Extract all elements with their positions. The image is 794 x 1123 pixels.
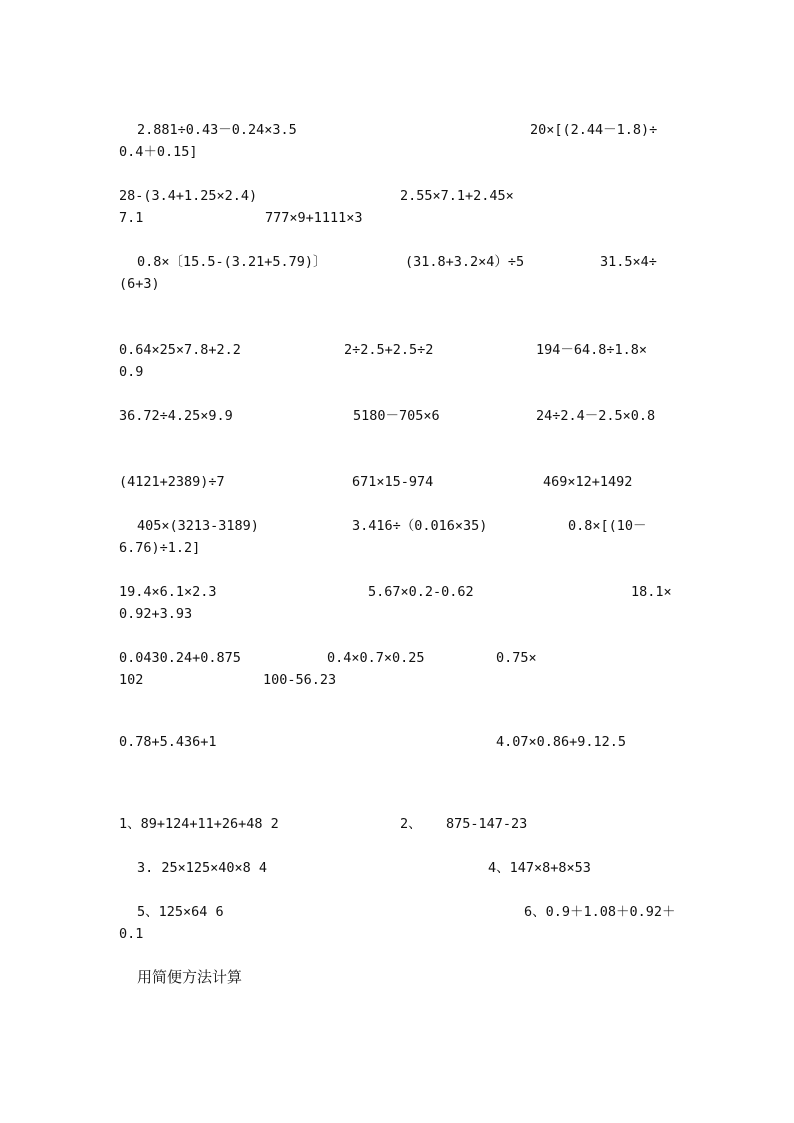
problem-9: 0.64×25×7.8+2.2 — [119, 342, 241, 358]
problem-20-continuation: 6.76)÷1.2] — [119, 540, 201, 556]
problem-20: 0.8×[(10－ — [568, 518, 647, 534]
problem-10: 2÷2.5+2.5÷2 — [344, 342, 434, 358]
problem-25: 0.4×0.7×0.25 — [327, 650, 425, 666]
problem-2: 20×[(2.44－1.8)÷ — [530, 122, 658, 138]
problem-6: 0.8×〔15.5-(3.21+5.79)〕 — [137, 254, 327, 270]
problem-24: 0.0430.24+0.875 — [119, 650, 241, 666]
problem-23-continuation: 0.92+3.93 — [119, 606, 193, 622]
problem-4: 2.55×7.1+2.45× — [400, 188, 514, 204]
problem-12: 36.72÷4.25×9.9 — [119, 408, 233, 424]
numbered-problem-2: 2、 875-147-23 — [400, 816, 528, 832]
problem-23: 18.1× — [631, 584, 672, 600]
problem-11: 194－64.8÷1.8× — [536, 342, 648, 358]
problem-29: 4.07×0.86+9.12.5 — [496, 734, 627, 750]
problem-22: 5.67×0.2-0.62 — [368, 584, 474, 600]
numbered-problem-1: 1、89+124+11+26+48 2 — [119, 816, 279, 832]
problem-19: 3.416÷（0.016×35) — [352, 518, 488, 534]
problem-28: 0.78+5.436+1 — [119, 734, 217, 750]
problem-17: 469×12+1492 — [543, 474, 633, 490]
problem-4-continuation: 7.1 — [119, 210, 144, 226]
problem-16: 671×15-974 — [352, 474, 434, 490]
numbered-problem-6: 6、0.9＋1.08＋0.92＋ — [524, 904, 676, 920]
problem-2-continuation: 0.4＋0.15] — [119, 144, 198, 160]
problem-7: (31.8+3.2×4）÷5 — [405, 254, 525, 270]
numbered-problem-5: 5、125×64 6 — [137, 904, 224, 920]
numbered-problem-3: 3. 25×125×40×8 4 — [137, 860, 268, 876]
problem-27: 100-56.23 — [263, 672, 337, 688]
numbered-problem-4: 4、147×8+8×53 — [488, 860, 591, 876]
section-title: 用简便方法计算 — [137, 968, 243, 986]
problem-15: (4121+2389)÷7 — [119, 474, 225, 490]
problem-26: 0.75× — [496, 650, 537, 666]
problem-14: 24÷2.4－2.5×0.8 — [536, 408, 656, 424]
problem-13: 5180－705×6 — [353, 408, 440, 424]
problem-21: 19.4×6.1×2.3 — [119, 584, 217, 600]
problem-3: 28-(3.4+1.25×2.4) — [119, 188, 258, 204]
problem-8-continuation: (6+3) — [119, 276, 160, 292]
problem-11-continuation: 0.9 — [119, 364, 144, 380]
problem-5: 777×9+1111×3 — [265, 210, 363, 226]
problem-26-continuation: 102 — [119, 672, 144, 688]
problem-1: 2.881÷0.43－0.24×3.5 — [137, 122, 297, 138]
numbered-problem-6-continuation: 0.1 — [119, 926, 144, 942]
problem-8: 31.5×4÷ — [600, 254, 657, 270]
problem-18: 405×(3213-3189) — [137, 518, 259, 534]
